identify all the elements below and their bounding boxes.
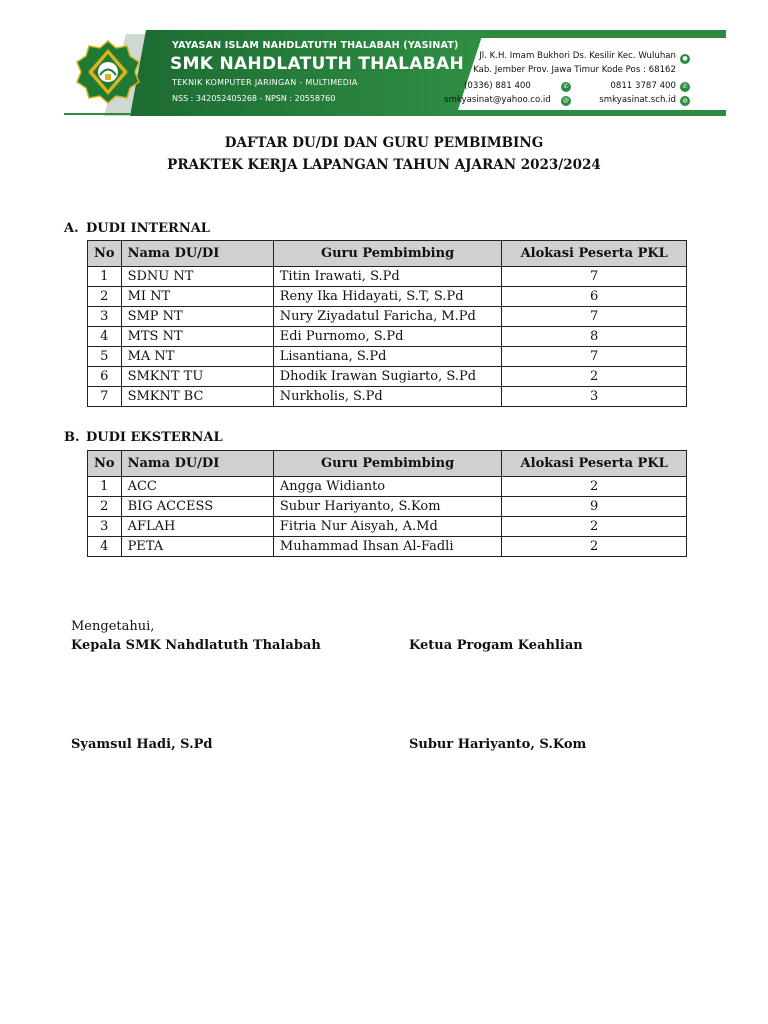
row-mentor: Muhammad Ihsan Al-Fadli bbox=[273, 537, 501, 557]
foundation-name: YAYASAN ISLAM NAHDLATUTH THALABAH (YASINAT) bbox=[172, 40, 459, 51]
row-name: AFLAH bbox=[121, 517, 273, 537]
whatsapp-icon: ✆ bbox=[680, 82, 690, 92]
header-name: Nama DU/DI bbox=[121, 451, 273, 477]
row-no: 2 bbox=[88, 287, 122, 307]
table-row bbox=[88, 287, 687, 307]
program-head-role: Ketua Progam Keahlian bbox=[409, 638, 583, 653]
row-no: 3 bbox=[88, 517, 122, 537]
row-allocation: 2 bbox=[502, 517, 687, 537]
row-allocation: 8 bbox=[502, 327, 687, 347]
header-no: No bbox=[88, 241, 122, 267]
row-mentor: Reny Ika Hidayati, S.T, S.Pd bbox=[273, 287, 502, 307]
row-mentor: Subur Hariyanto, S.Kom bbox=[273, 497, 501, 517]
address-line-1: Jl. K.H. Imam Bukhori Ds. Kesilir Kec. Wuluhan bbox=[479, 51, 676, 61]
row-name: MA NT bbox=[121, 347, 273, 367]
row-allocation: 7 bbox=[502, 307, 687, 327]
row-no: 5 bbox=[88, 347, 122, 367]
row-mentor: Edi Purnomo, S.Pd bbox=[273, 327, 502, 347]
table-row bbox=[88, 497, 687, 517]
row-allocation: 3 bbox=[502, 387, 687, 407]
section-b-letter: B. bbox=[64, 430, 80, 445]
location-icon: ● bbox=[680, 54, 690, 64]
row-name: SMKNT TU bbox=[121, 367, 273, 387]
section-b-title: DUDI EKSTERNAL bbox=[86, 430, 223, 445]
row-allocation: 7 bbox=[502, 347, 687, 367]
school-ids: NSS : 342052405268 - NPSN : 20558760 bbox=[172, 94, 336, 103]
header-mentor: Guru Pembimbing bbox=[273, 241, 502, 267]
row-allocation: 6 bbox=[502, 287, 687, 307]
table-row bbox=[88, 477, 687, 497]
phone-icon: ✆ bbox=[561, 82, 571, 92]
row-name: PETA bbox=[121, 537, 273, 557]
website-address: smkyasinat.sch.id bbox=[599, 95, 676, 105]
program-head-name: Subur Hariyanto, S.Kom bbox=[409, 737, 587, 752]
table-row bbox=[88, 367, 687, 387]
table-row bbox=[88, 387, 687, 407]
school-name: SMK NAHDLATUTH THALABAH bbox=[170, 54, 464, 74]
row-name: MTS NT bbox=[121, 327, 273, 347]
section-a-heading bbox=[64, 221, 210, 236]
row-mentor: Fitria Nur Aisyah, A.Md bbox=[273, 517, 501, 537]
address-line-2: Kab. Jember Prov. Jawa Timur Kode Pos : 68162 bbox=[473, 65, 676, 75]
table-row bbox=[88, 347, 687, 367]
department-name: TEKNIK KOMPUTER JARINGAN - MULTIMEDIA bbox=[172, 78, 358, 87]
phone-1: (0336) 881 400 bbox=[464, 81, 531, 91]
letterhead bbox=[64, 30, 726, 116]
table-row bbox=[88, 537, 687, 557]
row-no: 2 bbox=[88, 497, 122, 517]
row-mentor: Nury Ziyadatul Faricha, M.Pd bbox=[273, 307, 502, 327]
row-name: SMP NT bbox=[121, 307, 273, 327]
internal-dudi-table bbox=[87, 240, 687, 407]
row-no: 7 bbox=[88, 387, 122, 407]
header-name: Nama DU/DI bbox=[121, 241, 273, 267]
row-no: 4 bbox=[88, 537, 122, 557]
row-allocation: 9 bbox=[502, 497, 687, 517]
table-header-row bbox=[88, 451, 687, 477]
row-mentor: Angga Widianto bbox=[273, 477, 501, 497]
header-no: No bbox=[88, 451, 122, 477]
row-name: BIG ACCESS bbox=[121, 497, 273, 517]
phone-2: 0811 3787 400 bbox=[610, 81, 676, 91]
row-allocation: 2 bbox=[502, 477, 687, 497]
row-no: 1 bbox=[88, 477, 122, 497]
document-subtitle: PRAKTEK KERJA LAPANGAN TAHUN AJARAN 2023/2024 bbox=[167, 157, 601, 173]
row-allocation: 7 bbox=[502, 267, 687, 287]
external-dudi-table bbox=[87, 450, 687, 557]
email-address: smkyasinat@yahoo.co.id bbox=[444, 95, 551, 105]
table-row bbox=[88, 267, 687, 287]
header-allocation: Alokasi Peserta PKL bbox=[502, 241, 687, 267]
row-mentor: Lisantiana, S.Pd bbox=[273, 347, 502, 367]
header-allocation: Alokasi Peserta PKL bbox=[502, 451, 687, 477]
table-row bbox=[88, 517, 687, 537]
row-allocation: 2 bbox=[502, 537, 687, 557]
row-no: 3 bbox=[88, 307, 122, 327]
document-title: DAFTAR DU/DI DAN GURU PEMBIMBING bbox=[224, 135, 544, 151]
row-name: SDNU NT bbox=[121, 267, 273, 287]
section-a-title: DUDI INTERNAL bbox=[86, 221, 210, 236]
table-header-row bbox=[88, 241, 687, 267]
row-allocation: 2 bbox=[502, 367, 687, 387]
principal-role: Kepala SMK Nahdlatuth Thalabah bbox=[71, 638, 321, 653]
email-icon: @ bbox=[563, 97, 569, 104]
row-no: 4 bbox=[88, 327, 122, 347]
section-b-heading bbox=[64, 430, 223, 445]
school-logo bbox=[76, 40, 140, 104]
table-row bbox=[88, 327, 687, 347]
row-no: 1 bbox=[88, 267, 122, 287]
row-mentor: Nurkholis, S.Pd bbox=[273, 387, 502, 407]
row-name: MI NT bbox=[121, 287, 273, 307]
row-name: ACC bbox=[121, 477, 273, 497]
principal-name: Syamsul Hadi, S.Pd bbox=[71, 737, 213, 752]
section-a-letter: A. bbox=[64, 221, 79, 236]
row-no: 6 bbox=[88, 367, 122, 387]
row-name: SMKNT BC bbox=[121, 387, 273, 407]
table-row bbox=[88, 307, 687, 327]
header-mentor: Guru Pembimbing bbox=[273, 451, 501, 477]
row-mentor: Dhodik Irawan Sugiarto, S.Pd bbox=[273, 367, 502, 387]
acknowledged-label: Mengetahui, bbox=[71, 619, 155, 634]
globe-icon: ◍ bbox=[680, 96, 690, 106]
row-mentor: Titin Irawati, S.Pd bbox=[273, 267, 502, 287]
